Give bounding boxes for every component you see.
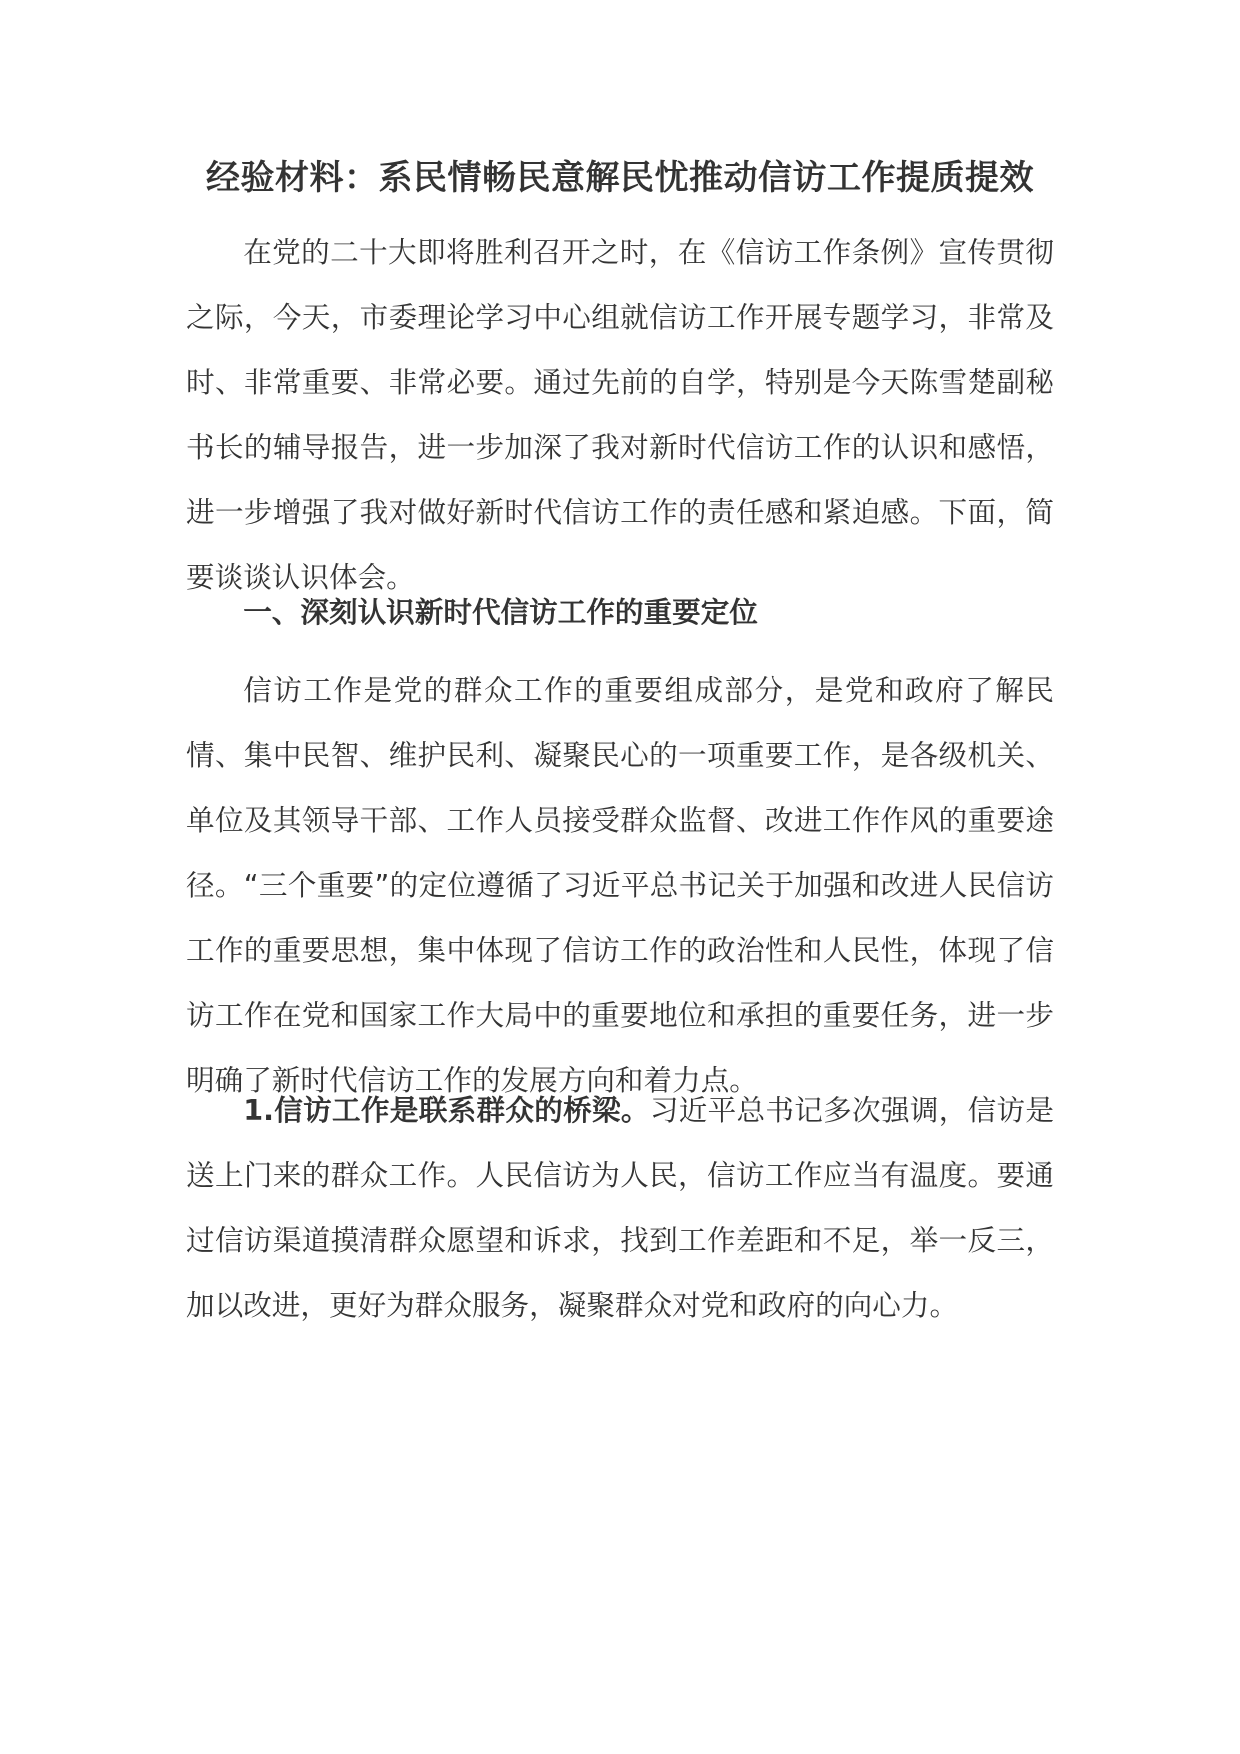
document-title: 经验材料：系民情畅民意解民忧推动信访工作提质提效 xyxy=(206,158,1034,198)
intro-paragraph: 在党的二十大即将胜利召开之时，在《信访工作条例》宣传贯彻之际，今天，市委理论学习中心组就信访工作开展专题学习，非常及时、非常重要、非常必要。通过先前的自学，特别是今天陈雪楚副秘书长的辅导报告，进一步加深了我对新时代信访工作的认识和感悟，进一步增强了我对做好新时代信访工作的责任感和紧迫感。下面，简要谈谈认识体会。 xyxy=(186,235,1054,594)
section-1-heading: 一、深刻认识新时代信访工作的重要定位 xyxy=(243,595,758,629)
section-1-paragraph: 信访工作是党的群众工作的重要组成部分，是党和政府了解民情、集中民智、维护民利、凝聚民心的一项重要工作，是各级机关、单位及其领导干部、工作人员接受群众监督、改进工作作风的重要途径。“三个重要”的定位遵循了习近平总书记关于加强和改进人民信访工作的重要思想，集中体现了信访工作的政治性和人民性，体现了信访工作在党和国家工作大局中的重要地位和承担的重要任务，进一步明确了新时代信访工作的发展方向和着力点。 xyxy=(186,673,1054,1097)
point-1-body: 习近平总书记多次强调，信访是送上门来的群众工作。人民信访为人民，信访工作应当有温度。要通过信访渠道摸清群众愿望和诉求，找到工作差距和不足，举一反三，加以改进，更好为群众服务，凝聚群众对党和政府的向心力。 xyxy=(186,1093,1054,1322)
point-1-paragraph xyxy=(186,1078,1054,1338)
point-1-lead: 1.信访工作是联系群众的桥梁。 xyxy=(243,1093,650,1127)
